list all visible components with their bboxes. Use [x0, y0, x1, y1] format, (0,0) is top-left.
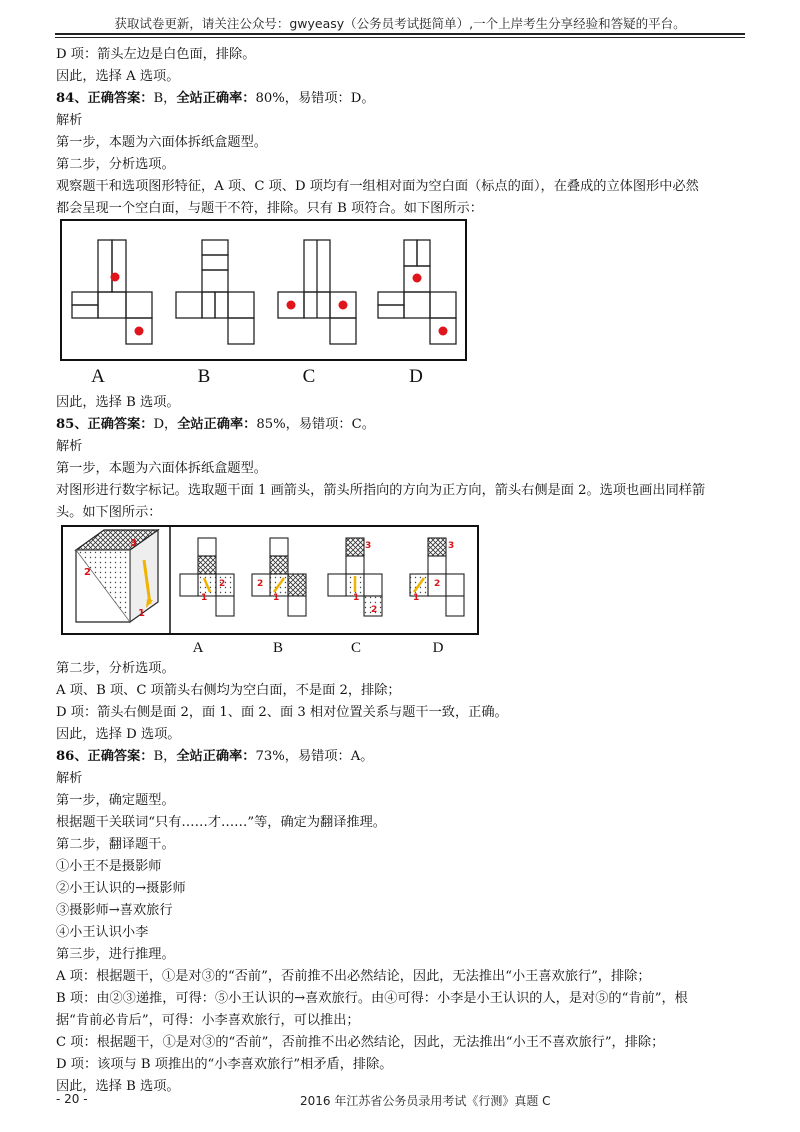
rate-label: 全站正确率：	[176, 749, 256, 764]
text-line: 第二步，分析选项。	[56, 661, 175, 676]
face-number-2: 2	[219, 579, 226, 589]
answer-value: B，	[153, 749, 177, 764]
option-label-b: B	[197, 366, 211, 387]
text-line: 都会呈现一个空白面，与题干不符，排除。只有 B 项符合。如下图所示：	[56, 201, 483, 216]
answer-value: B，	[153, 91, 177, 106]
text-line: 头。如下图所示：	[56, 505, 162, 520]
answer-prefix: 86、正确答案：	[56, 749, 154, 764]
answer-line-85	[56, 416, 375, 434]
rate-value: 73%，易错项：A。	[255, 749, 374, 764]
text-line: 第一步，本题为六面体拆纸盒题型。	[56, 461, 267, 476]
text-line: 第二步，翻译题干。	[56, 837, 175, 852]
option-label-c: C	[350, 640, 362, 656]
answer-line-86	[56, 748, 373, 766]
face-number-2: 2	[434, 579, 441, 589]
red-dot	[135, 327, 144, 336]
text-line: 解析	[56, 439, 83, 454]
face-number-3: 3	[448, 541, 455, 551]
text-line: C 项：根据题干，①是对③的“否前”，否前推不出必然结论，因此，无法推出“小王不喜欢旅行”，排除；	[56, 1035, 665, 1050]
text-line: 据“肯前必肯后”，可得：小李喜欢旅行，可以推出；	[56, 1013, 360, 1028]
red-dot	[339, 301, 348, 310]
text-line: A 项、B 项、C 项箭头右侧均为空白面，不是面 2，排除；	[56, 683, 401, 698]
text-line: 因此，选择 D 选项。	[56, 727, 181, 742]
text-line: 第一步，本题为六面体拆纸盒题型。	[56, 135, 267, 150]
text-line: ③摄影师→喜欢旅行	[56, 903, 173, 918]
face-number-2: 2	[371, 605, 378, 615]
face-number-3: 3	[365, 541, 372, 551]
option-label-c: C	[302, 366, 316, 387]
text-line: ①小王不是摄影师	[56, 859, 162, 874]
page-header: 获取试卷更新，请关注公众号：gwyeasy（公务员考试挺简单）,一个上岸考生分享经验和答疑的平台。	[114, 16, 686, 31]
rate-label: 全站正确率：	[177, 417, 257, 432]
rate-value: 85%，易错项：C。	[256, 417, 375, 432]
face-number-3: 3	[130, 538, 137, 549]
option-label-a: A	[192, 640, 204, 656]
option-label-d: D	[432, 640, 444, 656]
text-line: ②小王认识的→摄影师	[56, 881, 186, 896]
text-line: 解析	[56, 113, 83, 128]
text-line: 第二步，分析选项。	[56, 157, 175, 172]
face-number-1: 1	[273, 593, 280, 603]
footer-title: 2016 年江苏省公务员录用考试《行测》真题 C	[300, 1094, 551, 1108]
answer-value: D，	[153, 417, 178, 432]
text-line: D 项：箭头左边是白色面，排除。	[56, 47, 256, 62]
face-number-1: 1	[138, 608, 145, 619]
text-line: D 项：该项与 B 项推出的“小李喜欢旅行”相矛盾，排除。	[56, 1057, 393, 1072]
text-line: A 项：根据题干，①是对③的“否前”，否前推不出必然结论，因此，无法推出“小王喜欢旅行”，排除；	[56, 969, 651, 984]
answer-prefix: 84、正确答案：	[56, 91, 154, 106]
text-line: 因此，选择 A 选项。	[56, 69, 180, 84]
rate-label: 全站正确率：	[176, 91, 256, 106]
answer-prefix: 85、正确答案：	[56, 417, 154, 432]
text-line: 第三步，进行推理。	[56, 947, 175, 962]
text-line: 对图形进行数字标记。选取题干面 1 画箭头，箭头所指向的方向为正方向，箭头右侧是面 2。选项也画出同样箭	[56, 483, 706, 498]
figure-cube-nets-84	[58, 212, 470, 390]
header-rule-thick	[55, 33, 745, 35]
option-label-b: B	[272, 640, 284, 656]
rate-value: 80%，易错项：D。	[255, 91, 375, 106]
text-line: B 项：由②③递推，可得：⑤小王认识的→喜欢旅行。由④可得：小李是小王认识的人，是对⑤的“肯前”，根	[56, 991, 688, 1006]
text-line: 第一步，确定题型。	[56, 793, 175, 808]
red-dot	[439, 327, 448, 336]
text-line: 因此，选择 B 选项。	[56, 395, 180, 410]
text-line: 根据题干关联词“只有……才……”等，确定为翻译推理。	[56, 815, 386, 830]
face-number-1: 1	[413, 593, 420, 603]
answer-line-84	[56, 90, 375, 108]
text-line: D 项：箭头右侧是面 2，面 1、面 2、面 3 相对位置关系与题干一致，正确。	[56, 705, 508, 720]
text-line: 观察题干和选项图形特征，A 项、C 项、D 项均有一组相对面为空白面（标点的面），在叠成的立体图形中必然	[56, 179, 699, 194]
red-dot	[287, 301, 296, 310]
figure-cube-arrows-85	[58, 520, 482, 660]
option-label-d: D	[409, 366, 423, 387]
text-line: 解析	[56, 771, 83, 786]
red-dot	[111, 273, 120, 282]
face-number-2: 2	[84, 567, 91, 578]
face-number-2: 2	[257, 579, 264, 589]
header-rule-thin	[55, 37, 745, 38]
page-number: - 20 -	[56, 1092, 88, 1106]
text-line: 因此，选择 B 选项。	[56, 1079, 180, 1094]
face-number-1: 1	[201, 593, 208, 603]
red-dot	[413, 274, 422, 283]
option-label-a: A	[91, 366, 105, 387]
text-line: ④小王认识小李	[56, 925, 149, 940]
face-number-1: 1	[353, 593, 360, 603]
